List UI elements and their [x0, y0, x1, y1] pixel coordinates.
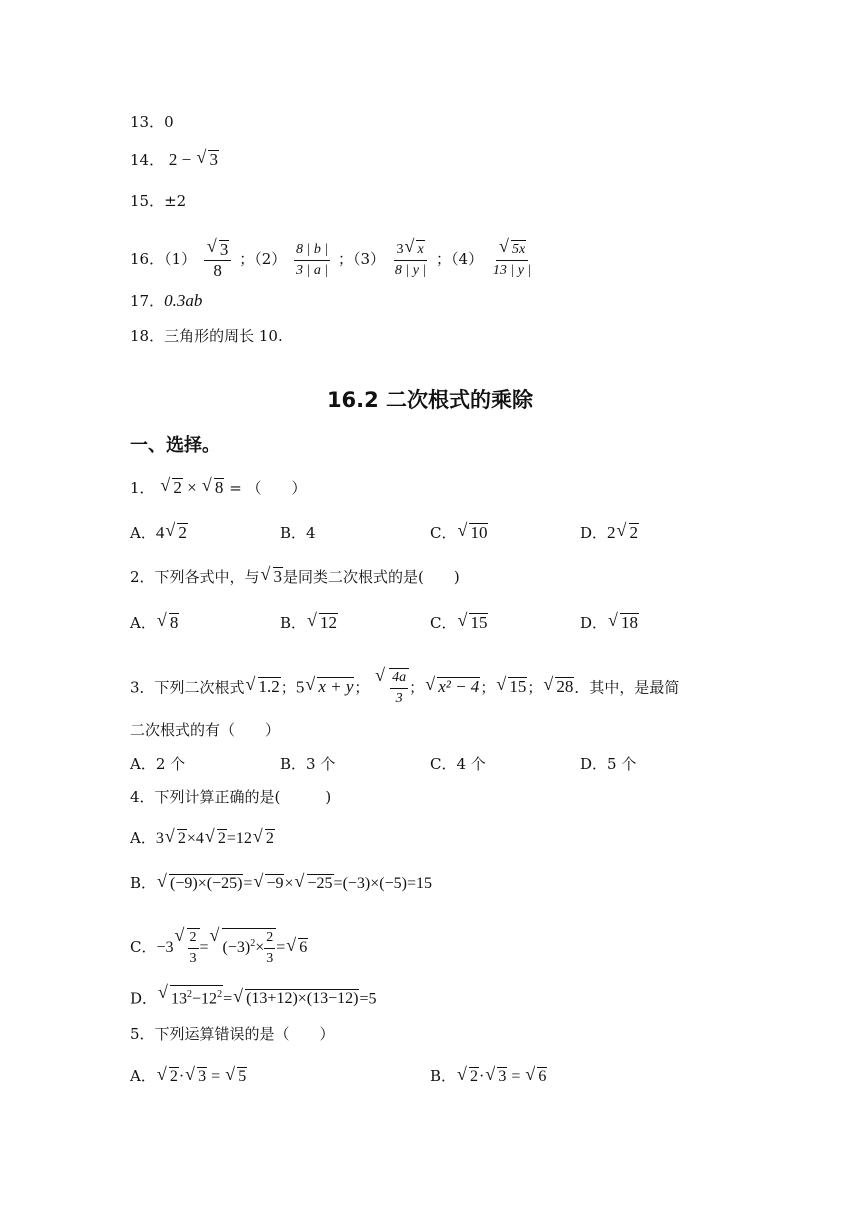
answer-15: 15．±2 — [130, 192, 187, 210]
q1-option-a[interactable]: A．4√ 2 — [130, 523, 188, 543]
sqrt-expression: √ 3 — [197, 150, 219, 170]
q4-option-c[interactable]: C．−3 √ $\frac{2}{3}$ =√ $(-3)^2\times$ $\frac{2}{3}$ =√ 6 — [130, 928, 308, 968]
q1-option-d[interactable]: D．2√ 2 — [580, 523, 639, 543]
question-3-continued: 二次根式的有（ ） — [130, 721, 281, 739]
q1-option-b[interactable]: B．4 — [280, 524, 316, 542]
question-5: 5．下列运算错误的是（ ） — [130, 1025, 335, 1043]
question-1: 1． √ 2 × √ 8 = （ ） — [130, 478, 307, 498]
question-4: 4．下列计算正确的是( ) — [130, 788, 332, 806]
q4-option-b[interactable]: B．√ (−9)×(−25)=√ −9×√ −25=(−3)×(−5)=15 — [130, 873, 432, 894]
answer-14: 14． 2 − √ 3 — [130, 150, 219, 170]
fraction: √ $\frac{5x}{13 | y |}$ — [491, 240, 533, 280]
section-heading: 一、选择。 — [130, 435, 220, 456]
q2-option-b[interactable]: B．√ 12 — [280, 613, 338, 633]
question-2: 2．下列各式中，与√ 3是同类二次根式的是( ) — [130, 567, 460, 587]
q1-option-c[interactable]: C．√ 10 — [430, 523, 488, 543]
answer-16: 16．（1） √ $\frac{3}{8}$ ；（2） $\frac{8 | b |}{3 | a |}$ ；（3） $\frac{3√ x}{8 | y |}$ ；（4） √ $\frac{5x}{13 | y |}$ — [130, 240, 536, 280]
fraction: $\frac{3√ x}{8 | y |}$ — [393, 240, 428, 280]
page-title: 16.2 二次根式的乘除 — [326, 388, 534, 412]
fraction: $\frac{8 | b |}{3 | a |}$ — [296, 241, 329, 278]
answer-13: 13．0 — [130, 113, 174, 131]
q5-option-a[interactable]: A．√ 2·√ 3 = √ 5 — [130, 1066, 247, 1087]
q4-option-a[interactable]: A．3√ 2×4√ 2=12√ 2 — [130, 828, 275, 849]
q3-option-b[interactable]: B．3 个 — [280, 755, 336, 773]
q2-option-c[interactable]: C．√ 15 — [430, 613, 488, 633]
q2-option-d[interactable]: D．√ 18 — [580, 613, 639, 633]
q5-option-b[interactable]: B．√ 2·√ 3 = √ 6 — [430, 1066, 547, 1087]
q2-option-a[interactable]: A．√ 8 — [130, 613, 179, 633]
answer-18: 18．三角形的周长 10. — [130, 327, 283, 345]
q3-option-c[interactable]: C．4 个 — [430, 755, 486, 773]
q3-option-d[interactable]: D．5 个 — [580, 755, 637, 773]
question-3: 3．下列二次根式√ 1.2；5√ x + y； √ $\frac{4a}{3}$ ；√ x² − 4；√ 15；√ 28．其中，是最简 — [130, 668, 679, 708]
answer-17: 17．0.3ab — [130, 291, 203, 310]
q3-option-a[interactable]: A．2 个 — [130, 755, 186, 773]
fraction: √ $\frac{3}{8}$ — [204, 240, 232, 280]
q4-option-d[interactable]: D．√ $13^2-12^2=√$ (13+12)×(13−12)=5 — [130, 985, 377, 1009]
